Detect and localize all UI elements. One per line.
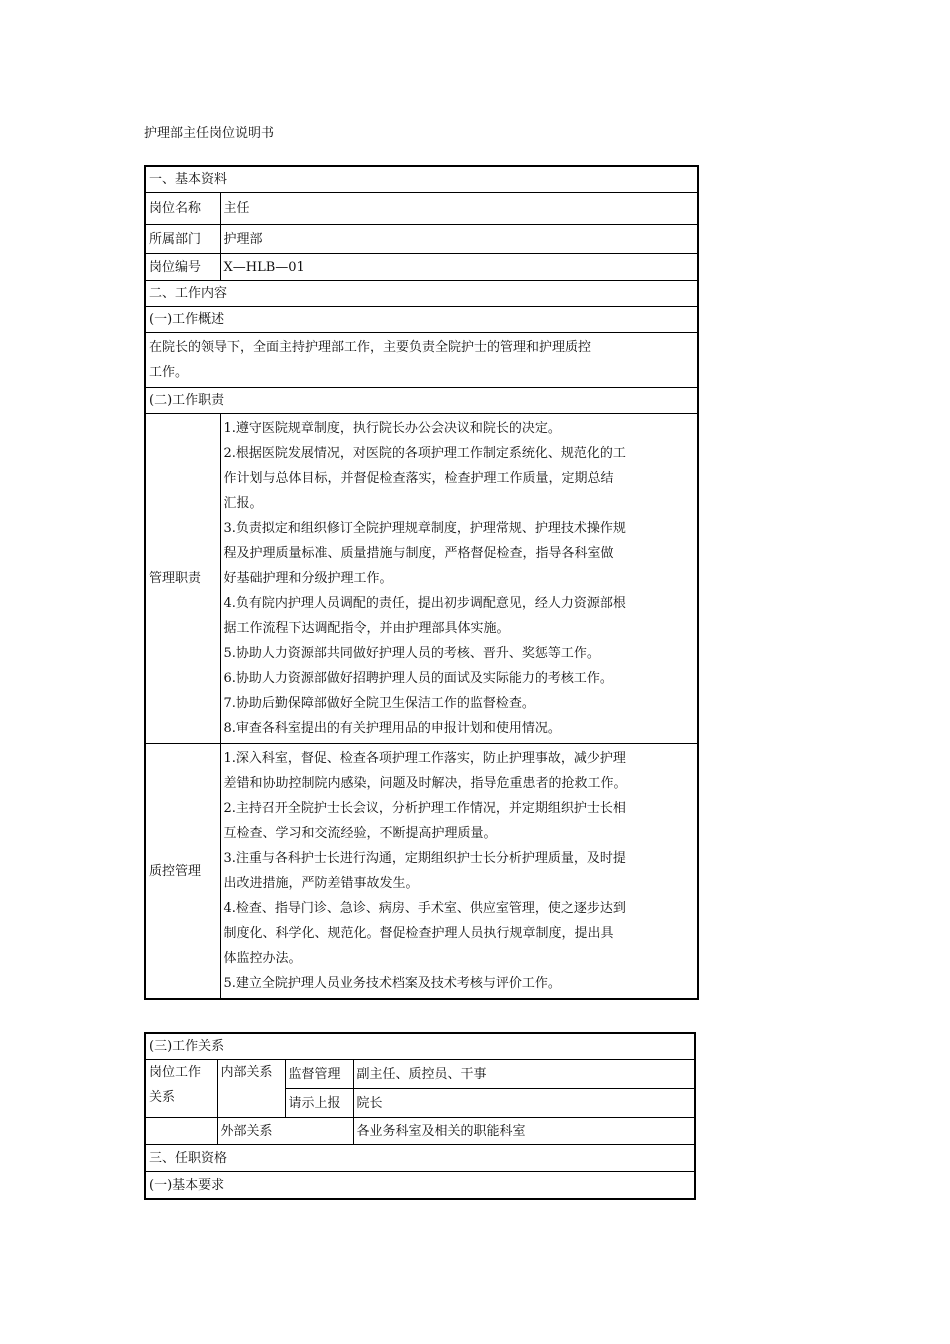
relations-heading: (三)工作关系 [145, 1033, 695, 1060]
management-label: 管理职责 [145, 414, 220, 744]
relations-label-continued [145, 1118, 217, 1145]
duty-line: 出改进措施，严防差错事故发生。 [223, 876, 419, 891]
section-basic-heading: 一、基本资料 [145, 166, 698, 193]
overview-line: 工作。 [149, 365, 189, 380]
value-department: 护理部 [220, 225, 698, 254]
management-duties [220, 414, 698, 744]
duty-line: 3.注重与各科护士长进行沟通，定期组织护士长分析护理质量，及时提 [223, 851, 626, 866]
internal-relations-label: 内部关系 [217, 1060, 285, 1118]
section-work-heading: 二、工作内容 [145, 281, 698, 307]
relations-label-line: 岗位工作 [149, 1065, 202, 1080]
overview-heading: (一)工作概述 [145, 307, 698, 333]
document-title: 护理部主任岗位说明书 [144, 126, 275, 141]
overview-line: 在院长的领导下，全面主持护理部工作，主要负责全院护士的管理和护理质控 [149, 340, 592, 355]
duty-line: 差错和协助控制院内感染，问题及时解决，指导危重患者的抢救工作。 [223, 776, 627, 791]
supervise-value: 副主任、质控员、干事 [353, 1060, 695, 1089]
duty-line: 制度化、科学化、规范化。督促检查护理人员执行规章制度，提出具 [223, 926, 614, 941]
duty-line: 互检查、学习和交流经验，不断提高护理质量。 [223, 826, 497, 841]
quality-duties [220, 744, 698, 1000]
external-relations-value: 各业务科室及相关的职能科室 [353, 1118, 695, 1145]
relations-label [145, 1060, 217, 1118]
duty-line: 程及护理质量标准、质量措施与制度，严格督促检查，指导各科室做 [223, 546, 614, 561]
report-label: 请示上报 [285, 1089, 353, 1118]
duty-line: 据工作流程下达调配指令，并由护理部具体实施。 [223, 621, 510, 636]
supervise-label: 监督管理 [285, 1060, 353, 1089]
relations-label-line: 关系 [149, 1090, 176, 1105]
work-relations-table [144, 1032, 696, 1200]
duty-line: 5.协助人力资源部共同做好护理人员的考核、晋升、奖惩等工作。 [223, 646, 600, 661]
basic-requirements-heading: (一)基本要求 [145, 1172, 695, 1200]
duty-line: 4.检查、指导门诊、急诊、病房、手术室、供应室管理，使之逐步达到 [223, 901, 626, 916]
report-value: 院长 [353, 1089, 695, 1118]
duty-line: 4.负有院内护理人员调配的责任，提出初步调配意见，经人力资源部根 [223, 596, 626, 611]
label-position-name: 岗位名称 [145, 193, 220, 225]
duty-line: 5.建立全院护理人员业务技术档案及技术考核与评价工作。 [223, 976, 561, 991]
duty-line: 1.深入科室，督促、检查各项护理工作落实，防止护理事故，减少护理 [223, 751, 626, 766]
duty-line: 作计划与总体目标，并督促检查落实，检查护理工作质量，定期总结 [223, 471, 614, 486]
duty-line: 好基础护理和分级护理工作。 [223, 571, 393, 586]
value-position-code: X—HLB—01 [220, 254, 698, 281]
external-relations-label: 外部关系 [217, 1118, 353, 1145]
label-position-code: 岗位编号 [145, 254, 220, 281]
value-position-name: 主任 [220, 193, 698, 225]
duty-line: 2.主持召开全院护士长会议，分析护理工作情况，并定期组织护士长相 [223, 801, 626, 816]
job-description-table [144, 165, 699, 1000]
duty-line: 7.协助后勤保障部做好全院卫生保洁工作的监督检查。 [223, 696, 535, 711]
duty-line: 8.审查各科室提出的有关护理用品的申报计划和使用情况。 [223, 721, 561, 736]
label-department: 所属部门 [145, 225, 220, 254]
duties-heading: (二)工作职责 [145, 388, 698, 414]
duty-line: 2.根据医院发展情况，对医院的各项护理工作制定系统化、规范化的工 [223, 446, 626, 461]
qualification-heading: 三、任职资格 [145, 1145, 695, 1172]
quality-label: 质控管理 [145, 744, 220, 1000]
duty-line: 体监控办法。 [223, 951, 302, 966]
duty-line: 3.负责拟定和组织修订全院护理规章制度，护理常规、护理技术操作规 [223, 521, 626, 536]
duty-line: 汇报。 [223, 496, 263, 511]
duty-line: 6.协助人力资源部做好招聘护理人员的面试及实际能力的考核工作。 [223, 671, 613, 686]
overview-text [145, 333, 698, 388]
duty-line: 1.遵守医院规章制度，执行院长办公会决议和院长的决定。 [223, 421, 561, 436]
